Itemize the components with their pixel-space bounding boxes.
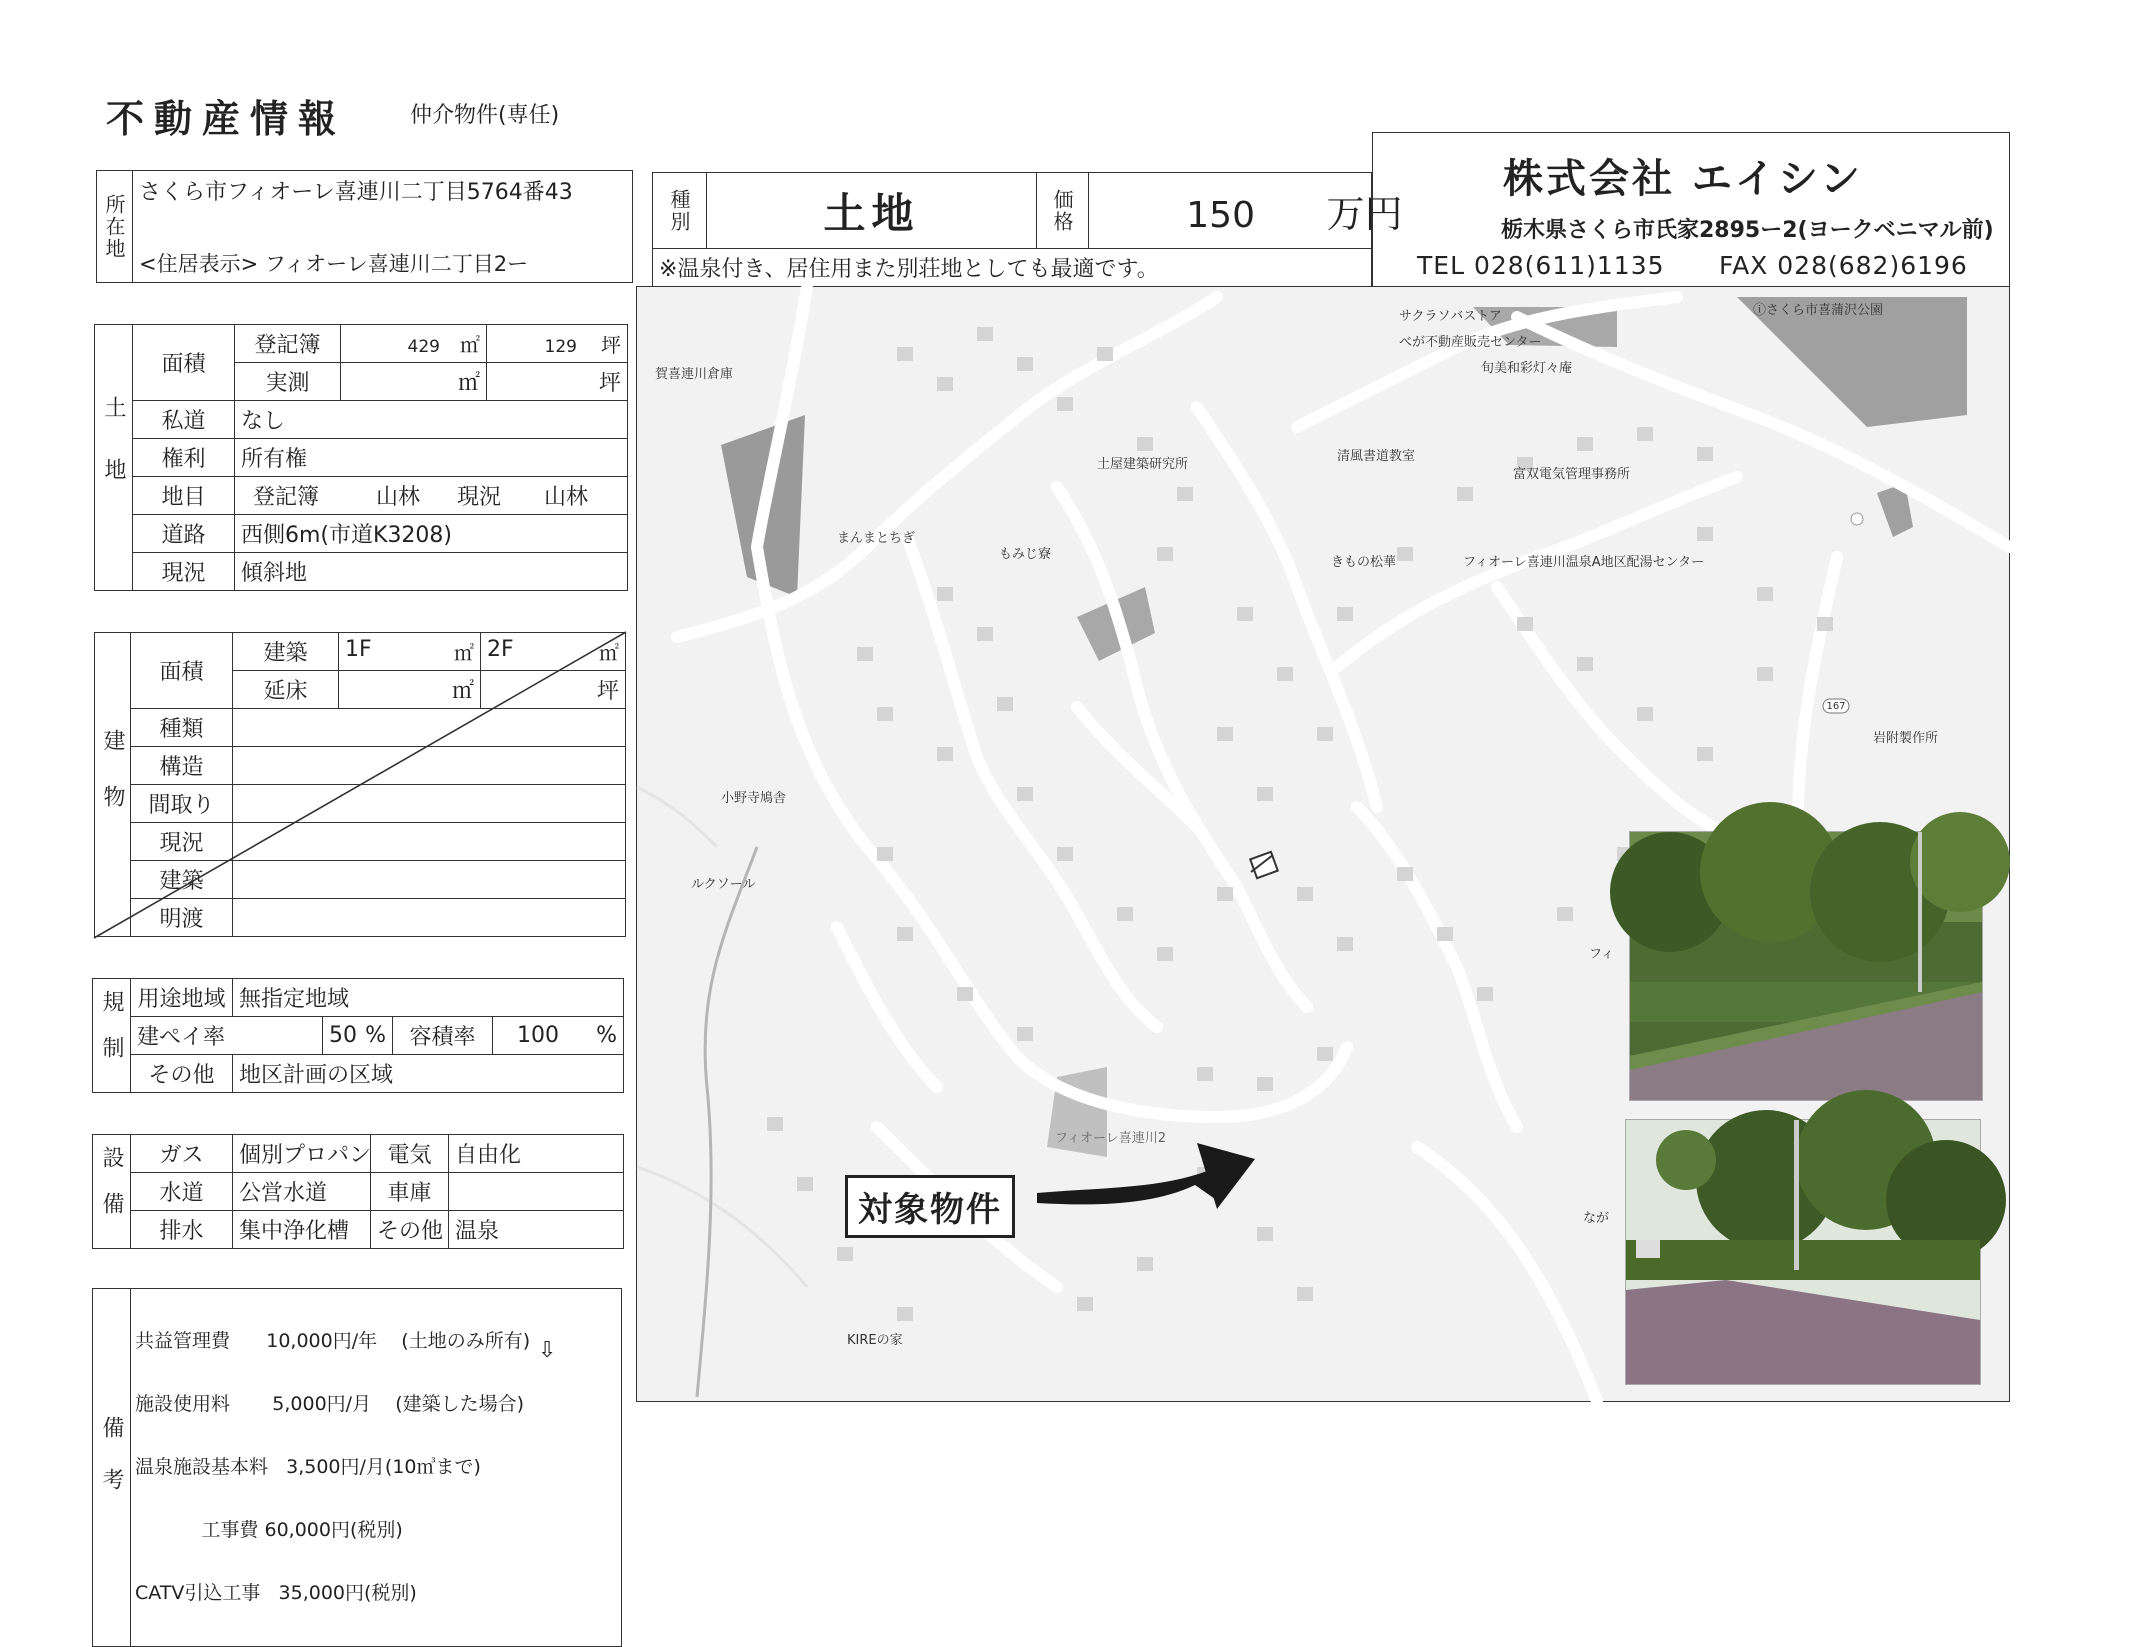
map-label: フィ <box>1589 947 1614 962</box>
building-total-m2-unit: ㎡ <box>339 671 481 709</box>
far-pct: % <box>596 1023 617 1048</box>
zone-value: 無指定地域 <box>233 979 624 1017</box>
floor1-unit: ㎡ <box>454 641 474 665</box>
map-panel <box>636 286 2010 1402</box>
map-label: べが不動産販売センター <box>1399 335 1542 350</box>
floor2-label: 2F <box>487 637 514 662</box>
category-registry-value: 山林 <box>376 485 421 510</box>
map-label-text: さくら市喜蒲沢公園 <box>1766 303 1884 318</box>
garage-value <box>449 1173 624 1211</box>
map-label: 富双電気管理事務所 <box>1513 467 1631 482</box>
remark-line: 共益管理費 10,000円/年 (土地のみ所有) <box>135 1330 531 1352</box>
type-price-table <box>652 172 1403 287</box>
remark-line: 施設使用料 5,000円/月 (建築した場合) <box>135 1393 525 1415</box>
map-label: 小野寺鳩舎 <box>721 791 787 806</box>
road-value: 西側6m(市道K3208) <box>235 515 628 553</box>
type-note: ※温泉付き、居住用また別荘地としても最適です。 <box>653 249 1372 287</box>
remark-line: 工事費 60,000円(税別) <box>135 1519 403 1541</box>
land-registry-label: 登記簿 <box>235 325 341 363</box>
site-photo-2 <box>1625 1119 1981 1385</box>
facilities-other-label: その他 <box>371 1211 449 1249</box>
zone-label: 用途地域 <box>131 979 233 1017</box>
regulation-section-label: 規制 <box>93 979 131 1093</box>
page-title: 不動産情報 <box>106 97 347 141</box>
type-label: 種別 <box>653 173 707 249</box>
road-label: 道路 <box>133 515 235 553</box>
info-icon: ⓘ <box>1753 303 1767 318</box>
page-subtitle: 仲介物件(専任) <box>410 103 560 128</box>
category-current-value: 山林 <box>544 485 589 510</box>
remarks-section-label: 備考 <box>93 1289 131 1647</box>
drain-value: 集中浄化槽 <box>233 1211 371 1249</box>
building-construction-label: 建築 <box>233 633 339 671</box>
down-arrow-icon: ⇩ <box>538 1338 557 1363</box>
map-label: フィオーレ喜連川温泉A地区配湯センター <box>1463 555 1705 570</box>
map-label: きもの松華 <box>1331 555 1397 570</box>
unit-tsubo: 坪 <box>601 333 621 357</box>
regulation-other-label: その他 <box>131 1055 233 1093</box>
building-row-label: 現況 <box>131 823 233 861</box>
far-label: 容積率 <box>393 1017 493 1055</box>
building-row-label: 種類 <box>131 709 233 747</box>
facilities-table <box>92 1134 624 1249</box>
status-label: 現況 <box>133 553 235 591</box>
land-survey-tsubo-unit: 坪 <box>487 363 628 401</box>
location-table <box>96 170 633 283</box>
location-residential: <住居表示> フィオーレ喜連川二丁目2ー <box>133 227 633 283</box>
water-label: 水道 <box>131 1173 233 1211</box>
map-label: なが <box>1583 1211 1610 1226</box>
map-label: ルクソール <box>691 877 756 892</box>
facilities-other-value: 温泉 <box>449 1211 624 1249</box>
price-value: 150 <box>1186 195 1255 236</box>
company-address: 栃木県さくら市氏家2895ー2(ヨークベニマル前) <box>1501 218 1994 243</box>
map-label: フィオーレ喜連川2 <box>1055 1131 1166 1146</box>
regulation-other-value: 地区計画の区域 <box>233 1055 624 1093</box>
land-area-label: 面積 <box>133 325 235 401</box>
electric-value: 自由化 <box>449 1135 624 1173</box>
map-label: KIREの家 <box>847 1333 903 1348</box>
water-value: 公営水道 <box>233 1173 371 1211</box>
map-label: 旬美和彩灯々庵 <box>1481 361 1573 376</box>
category-registry-label: 登記簿 <box>253 485 320 510</box>
location-label: 所在地 <box>97 171 133 283</box>
land-section-label: 土地 <box>95 325 133 591</box>
building-row-label: 明渡 <box>131 899 233 937</box>
map-label: まんまとちぎ <box>837 531 916 546</box>
far-value: 100 <box>517 1023 559 1048</box>
company-tel: TEL 028(611)1135 <box>1417 251 1665 280</box>
facilities-section-label: 設備 <box>93 1135 131 1249</box>
company-name: 株式会社 エイシン <box>1503 156 1863 202</box>
target-property-label: 対象物件 <box>845 1175 1015 1238</box>
bcr-pct: % <box>365 1023 386 1048</box>
land-survey-label: 実測 <box>235 363 341 401</box>
map-label: 土屋建築研究所 <box>1097 457 1189 472</box>
private-road-value: なし <box>235 401 628 439</box>
building-strike-line <box>94 632 626 940</box>
remark-line: 温泉施設基本料 3,500円/月(10㎥まで) <box>135 1456 481 1478</box>
building-row-label: 建築 <box>131 861 233 899</box>
building-row-label: 間取り <box>131 785 233 823</box>
map-label: もみじ寮 <box>999 547 1052 562</box>
floor2-unit: ㎡ <box>599 641 619 665</box>
garage-label: 車庫 <box>371 1173 449 1211</box>
map-label: 清風書道教室 <box>1337 449 1416 464</box>
rights-label: 権利 <box>133 439 235 477</box>
land-registry-m2: 429 <box>407 337 440 357</box>
site-photo-1 <box>1629 831 1983 1101</box>
location-address: さくら市フィオーレ喜連川二丁目5764番43 <box>133 171 633 227</box>
type-value: 土地 <box>707 173 1037 249</box>
building-total-tsubo-unit: 坪 <box>481 671 626 709</box>
category-current-label: 現況 <box>457 485 502 510</box>
drain-label: 排水 <box>131 1211 233 1249</box>
status-value: 傾斜地 <box>235 553 628 591</box>
electric-label: 電気 <box>371 1135 449 1173</box>
floor1-label: 1F <box>345 637 372 662</box>
unit-m2: ㎡ <box>460 333 480 357</box>
rights-value: 所有権 <box>235 439 628 477</box>
building-row-label: 構造 <box>131 747 233 785</box>
private-road-label: 私道 <box>133 401 235 439</box>
company-box <box>1372 132 2010 288</box>
bcr-value: 50 <box>329 1023 357 1048</box>
land-table <box>94 324 628 591</box>
company-fax: FAX 028(682)6196 <box>1719 251 1968 280</box>
gas-label: ガス <box>131 1135 233 1173</box>
price-unit: 万円 <box>1326 192 1403 236</box>
remark-line: CATV引込工事 35,000円(税別) <box>135 1582 417 1604</box>
building-total-label: 延床 <box>233 671 339 709</box>
map-label <box>1753 299 1883 318</box>
bcr-label: 建ぺイ率 <box>131 1017 323 1055</box>
route-number: 167 <box>1826 701 1846 712</box>
land-survey-m2-unit: ㎡ <box>341 363 487 401</box>
map-label: 賀喜連川倉庫 <box>655 367 734 382</box>
land-registry-tsubo: 129 <box>544 337 577 357</box>
map-label: 岩附製作所 <box>1873 731 1939 746</box>
gas-value: 個別プロパン <box>233 1135 371 1173</box>
category-label: 地目 <box>133 477 235 515</box>
price-label: 価格 <box>1037 173 1089 249</box>
regulation-table <box>92 978 624 1093</box>
map-label: サクラソバストア <box>1399 309 1502 324</box>
building-section-label: 建物 <box>95 633 131 937</box>
building-area-label: 面積 <box>131 633 233 709</box>
